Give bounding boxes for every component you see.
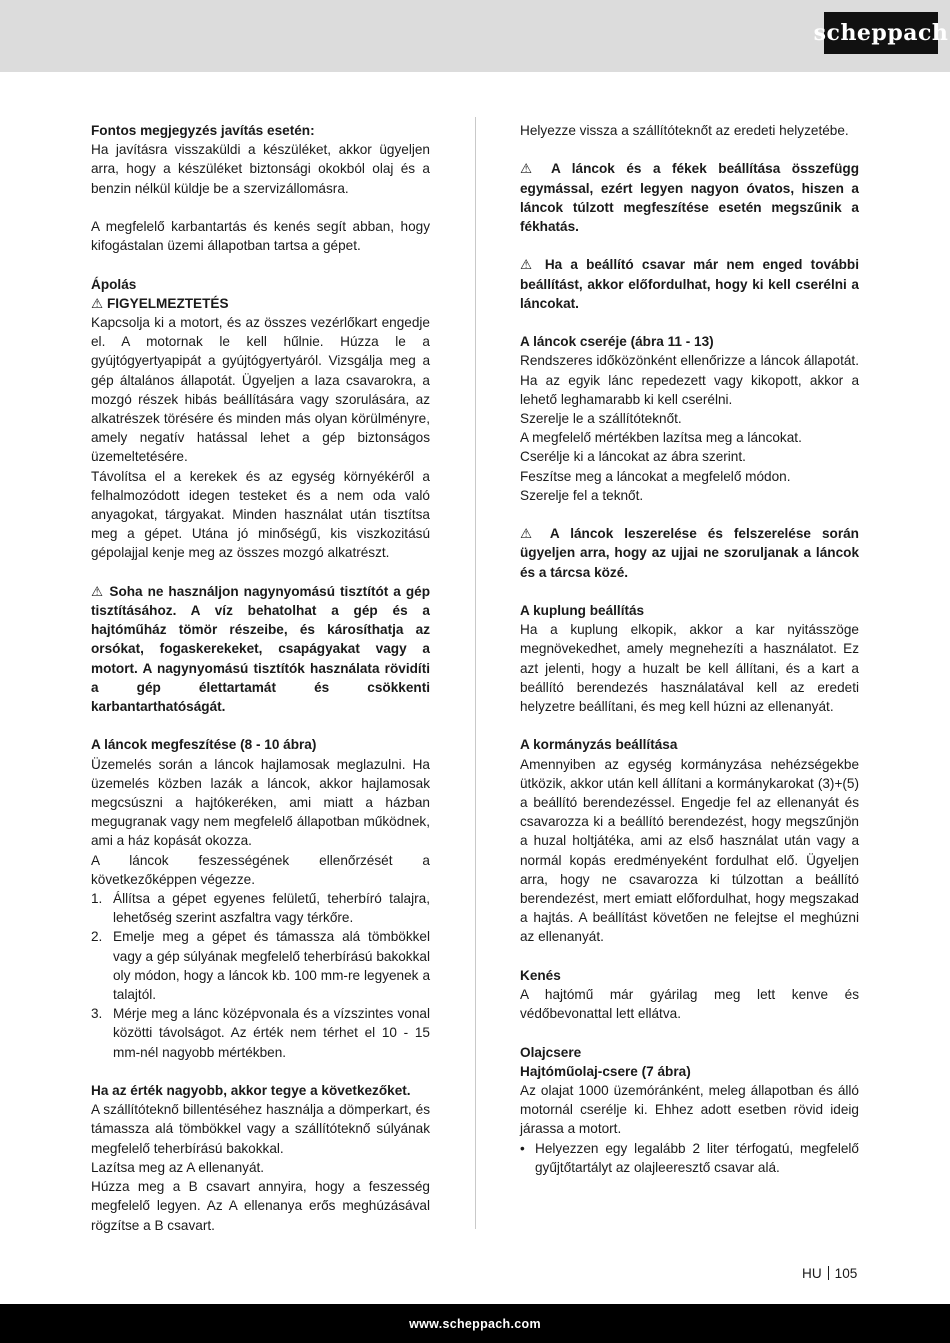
list-item: 2. Emelje meg a gépet és támassza alá tömbökkel vagy a gép súlyának megfelelő teherbírású bakokkal oly módon, hogy a láncok kb. 100 mm-re legyenek a talajtól. [91, 929, 430, 1003]
left-column [91, 121, 430, 1235]
warning-triangle-icon: ⚠ [520, 526, 540, 542]
steering-text: Amennyiben az egység kormányzása nehézségekbe ütközik, akkor után kell állítani a kormánykarokat (3)+(5) a beállító berendezéssel. Engedje fel az ellenanyát és csavarozza ki a beállító berendezést, hogy megszűnjön a huzal holtjátéka, ami az első használat után vagy a normál kopás eredményeként fordulhat elő. Ügyeljen arra, hogy ne csavarozza ki túlzottan a beállító berendezést, mert emiatt előfordulhat, hogy megszakad a hajtás. A beállítást követően ne felejtse el meghúzni az ellenanyát. [520, 756, 859, 945]
brand-logo: scheppach [824, 12, 938, 54]
chain-replace-line: Szerelje fel a teknőt. [520, 487, 644, 503]
warning-label: FIGYELMEZTETÉS [106, 295, 229, 311]
warning-adjuster: ⚠ Ha a beállító csavar már nem enged további beállítást, akkor előfordulhat, hogy ki kell cserélni a láncokat. [520, 257, 860, 311]
chain-replace-line: Feszítse meg a láncokat a megfelelő módon. [520, 468, 791, 484]
if-larger-text-3: Húzza meg a B csavart annyira, hogy a feszesség megfelelő legyen. Az A ellenanya erős meghúzásával rögzítse a B csavart. [91, 1179, 430, 1233]
list-item: • Helyezzen egy legalább 2 liter térfogatú, megfelelő gyűjtőtartályt az olajleeresztő csavar alá. [520, 1140, 859, 1175]
warning-triangle-icon: ⚠ [520, 161, 540, 177]
intro-text: Helyezze vissza a szállítóteknőt az eredeti helyzetébe. [520, 123, 849, 138]
warning-heading [91, 294, 430, 313]
oil-bullet-list [520, 1139, 859, 1177]
chain-replace-line: A megfelelő mértékben lazítsa meg a láncokat. [520, 430, 802, 446]
warning-brakes: ⚠ A láncok és a fékek beállítása összefügg egymással, ezért legyen nagyon óvatos, hiszen a láncok túlzott megfeszítése esetén megszűnik a fékhatás. [520, 161, 859, 234]
list-item: 1. Állítsa a gépet egyenes felületű, teherbíró talajra, lehetőség szerint aszfaltra vagy térkőre. [91, 891, 430, 926]
maintenance-text: A megfelelő karbantartás és kenés segít abban, hogy kifogástalan üzemi állapotban tartsa a gépet. [91, 219, 430, 254]
high-pressure-warning [91, 582, 430, 716]
care-text-2: Távolítsa el a kerekek és az egység környékéről a felhalmozódott idegen testeket és a nem oda való anyagokat, tárgyakat. Minden használat után tisztítsa meg a gépet. Utána jó minőségű, kis viszkozitású gépolajjal kenje meg az összes mozgó alkatrészt. [91, 468, 430, 561]
right-column [520, 121, 859, 1177]
footer-url[interactable]: www.scheppach.com [409, 1316, 541, 1331]
page-number: HU 105 [802, 1266, 858, 1281]
chain-replace-heading: A láncok cseréje (ábra 11 - 13) [520, 334, 714, 350]
high-pressure-warning-text: Soha ne használjon nagynyomású tisztítót a gép tisztításához. A víz behatolhat a gép és a hajtóműház tömör részeibe, és károsíthatja az orsókat, fogaskerekeket, csapágyakat vagy a motort. A nagynyomású tisztítók használata rövidíti a gép élettartamát és csökkenti karbantarthatóságát. [91, 583, 431, 715]
lube-heading: Kenés [520, 967, 561, 983]
oil-heading: Olajcsere [520, 1044, 582, 1060]
gear-oil-text: Az olajat 1000 üzemóránként, meleg állapotban és álló motornál cserélje ki. Ehhez adott esetben rövid ideig járassa a motort. [520, 1083, 859, 1137]
if-larger-text-2: Lazítsa meg az A ellenanyát. [91, 1159, 265, 1175]
bullet-icon: • [520, 1140, 525, 1156]
list-item: 3. Mérje meg a lánc középvonala és a vízszintes vonal közötti távolságot. Az érték nem térhet el 10 - 15 mm-nél nagyobb mértékben. [91, 1006, 430, 1060]
warning-fingers: ⚠ A láncok leszerelése és felszerelése során ügyeljen arra, hogy az ujjai ne szoruljanak a láncok és a tárcsa közé. [520, 526, 859, 580]
page-number-separator [828, 1266, 829, 1280]
chain-tension-heading: A láncok megfeszítése (8 - 10 ábra) [91, 737, 317, 753]
gear-oil-heading: Hajtóműolaj-csere (7 ábra) [520, 1063, 691, 1079]
chain-tension-text-2: A láncok feszességének ellenőrzését a következőképpen végezze. [91, 852, 430, 887]
warning-triangle-icon: ⚠ [91, 295, 104, 311]
warning-triangle-icon: ⚠ [91, 583, 105, 599]
if-larger-text-1: A szállítóteknő billentéséhez használja a dömperkart, és támassza alá tömbökkel vagy a szállítóteknő súlyának megfelelő teherbírású bakokkal. [91, 1102, 430, 1156]
chain-replace-text: Rendszeres időközönként ellenőrizze a láncok állapotát. Ha az egyik lánc repedezett vagy kikopott, akkor a lehető leghamarabb ki kell cserélni. [520, 353, 859, 407]
warning-triangle-icon: ⚠ [520, 257, 537, 273]
lube-text: A hajtómű már gyárilag meg lett kenve és védőbevonattal lett ellátva. [520, 987, 859, 1022]
steps-list [91, 889, 430, 1062]
steering-heading: A kormányzás beállítása [520, 737, 678, 753]
chain-replace-line: Cserélje ki a láncokat az ábra szerint. [520, 449, 746, 465]
chain-replace-line: Szerelje le a szállítóteknőt. [520, 411, 682, 426]
if-larger-heading: Ha az érték nagyobb, akkor tegye a következőket. [91, 1083, 411, 1099]
column-divider [475, 117, 476, 1229]
repair-note-text: Ha javításra visszaküldi a készüléket, akkor ügyeljen arra, hogy a készüléket biztonsági okokból olaj és a benzin nélkül küldje be a szervizállomásra. [91, 142, 430, 196]
clutch-heading: A kuplung beállítás [520, 603, 645, 618]
clutch-text: Ha a kuplung elkopik, akkor a kar nyitásszöge megnövekedhet, amely megnehezíti a használatot. Ez azt jelenti, hogy a huzalt be kell állítani, és a kart a beállító berendezés használatával kell az eredeti helyzetre beállítani, és meg kell húzni az ellenanyát. [520, 622, 859, 715]
chain-tension-text: Üzemelés során a láncok hajlamosak meglazulni. Ha üzemelés közben lazák a láncok, akkor hajlamosak megcsúszni a hajtókeréken, ami miatt a házban megugranak vagy nem megfelelő állapotban működnek, ami a ház kopását okozza. [91, 756, 430, 849]
care-heading: Ápolás [91, 276, 137, 292]
repair-note-heading: Fontos megjegyzés javítás esetén: [91, 123, 315, 138]
footer-bar [0, 1304, 950, 1343]
header-band [0, 0, 950, 72]
care-text: Kapcsolja ki a motort, és az összes vezérlőkart engedje el. A motornak le kell hűlnie. Húzza le a gyújtógyertyapipát a gyújtógyertyáról. Vizsgálja meg a gép általános állapotát. Ügyeljen a laza csavarokra, a mozgó részek hibás beállítására vagy szorulására, az alkatrészek törésére és minden más olyan körülményre, amely negatív hatással lehet a gép biztonságos üzemeltetésére. [91, 315, 430, 465]
